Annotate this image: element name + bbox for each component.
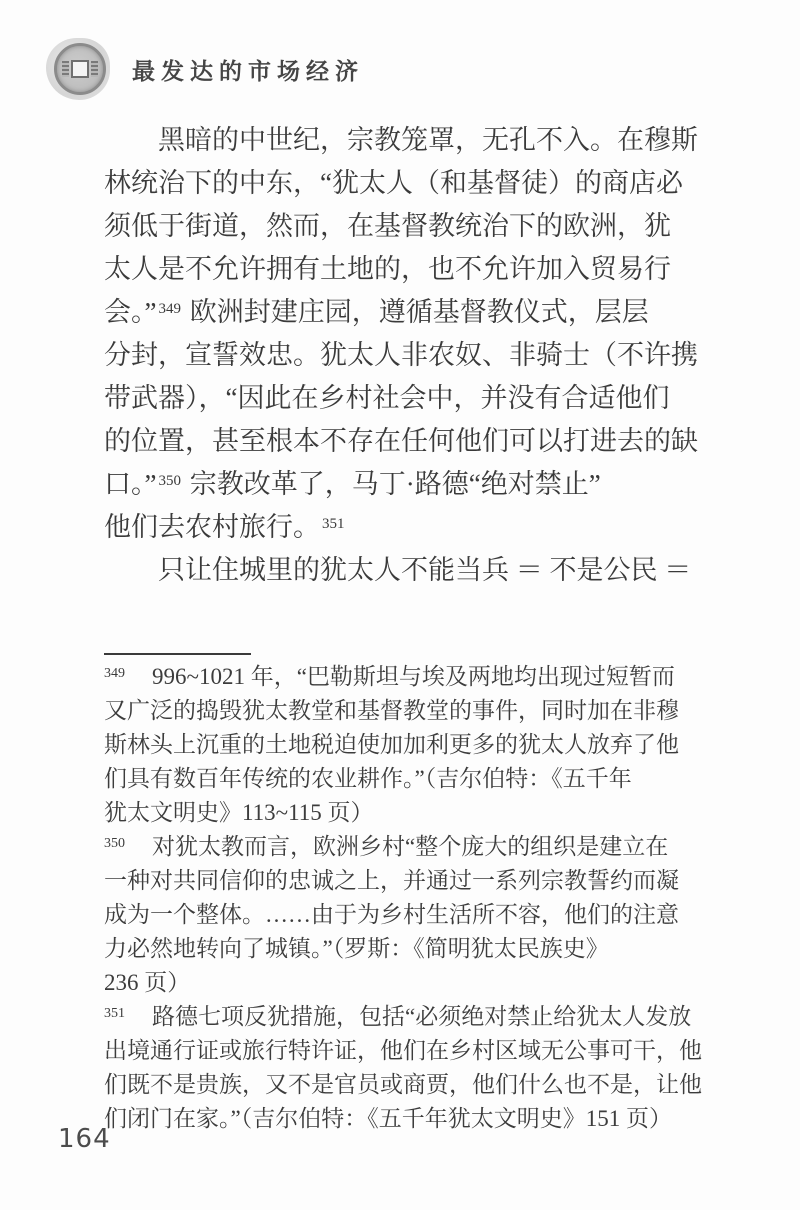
text-line: 口。” $^{350}$ 宗教改革了，马丁·路德“绝对禁止” xyxy=(104,469,601,499)
coin-logo-icon xyxy=(46,36,110,102)
text-line: 只让住城里的犹太人不能当兵 ＝ 不是公民 ＝ xyxy=(158,555,692,585)
text-line: $^{350}$ 对犹太教而言，欧洲乡村“整个庞大的组织是建立在 xyxy=(104,834,669,859)
paragraph xyxy=(104,549,704,592)
text-line: 们既不是贵族，又不是官员或商贾，他们什么也不是，让他 xyxy=(104,1072,702,1097)
text-line: 他们去农村旅行。 $^{351}$ xyxy=(104,512,345,542)
coin-square-hole xyxy=(71,60,89,78)
coin-body xyxy=(54,43,106,95)
text-line: $^{351}$ 路德七项反犹措施，包括“必须绝对禁止给犹太人发放 xyxy=(104,1004,692,1029)
running-head-title: 最发达的市场经济 xyxy=(132,58,364,84)
footnote-ref: 350 xyxy=(158,472,181,489)
footnotes xyxy=(104,660,729,1136)
text-line: 的位置，甚至根本不存在任何他们可以打进去的缺 xyxy=(104,426,698,456)
text-line: 出境通行证或旅行特许证，他们在乡村区域无公事可干，他 xyxy=(104,1038,702,1063)
footnote-ref: 350 xyxy=(104,836,125,851)
text-line: 分封，宣誓效忠。犹太人非农奴、非骑士（不许携 xyxy=(104,340,698,370)
text-line: 又广泛的捣毁犹太教堂和基督教堂的事件，同时加在非穆 xyxy=(104,698,679,723)
footnote-ref: 349 xyxy=(104,666,125,681)
text-line: 须低于街道，然而，在基督教统治下的欧洲，犹 xyxy=(104,211,671,241)
paragraph xyxy=(104,119,704,549)
text-line: 成为一个整体。……由于为乡村生活所不容，他们的注意 xyxy=(104,902,679,927)
text-line: $^{349}$ 996~1021 年，“巴勒斯坦与埃及两地均出现过短暂而 xyxy=(104,664,675,689)
text-line: 黑暗的中世纪，宗教笼罩，无孔不入。在穆斯 xyxy=(158,125,698,155)
text-line: 斯林头上沉重的土地税迫使加加利更多的犹太人放弃了他 xyxy=(104,732,679,757)
footnote-ref: 351 xyxy=(104,1006,125,1021)
body-text xyxy=(104,119,704,592)
text-line: 带武器），“因此在乡村社会中，并没有合适他们 xyxy=(104,383,670,413)
text-line: 太人是不允许拥有土地的，也不允许加入贸易行 xyxy=(104,254,671,284)
text-line: 犹太文明史》113~115 页） xyxy=(104,800,374,825)
text-line: 会。” $^{349}$ 欧洲封建庄园，遵循基督教仪式，层层 xyxy=(104,297,649,327)
text-line: 力必然地转向了城镇。”（罗斯：《简明犹太民族史》 xyxy=(104,936,609,961)
footnote-349 xyxy=(104,660,729,830)
footnote-ref: 351 xyxy=(322,515,345,532)
page-header xyxy=(46,36,364,102)
text-line: 们具有数百年传统的农业耕作。”（吉尔伯特：《五千年 xyxy=(104,766,632,791)
coin-inscription-left xyxy=(62,61,69,77)
text-line: 236 页） xyxy=(104,970,191,995)
footnote-separator xyxy=(104,653,251,655)
coin-inscription-right xyxy=(91,61,98,77)
footnote-350 xyxy=(104,830,729,1000)
text-line: 们闭门在家。”（吉尔伯特：《五千年犹太文明史》151 页） xyxy=(104,1106,672,1131)
text-line: 一种对共同信仰的忠诚之上，并通过一系列宗教誓约而凝 xyxy=(104,868,679,893)
text-line: 林统治下的中东，“犹太人（和基督徒）的商店必 xyxy=(104,168,683,198)
page-number: 164 xyxy=(58,1124,111,1154)
footnote-ref: 349 xyxy=(158,300,181,317)
footnote-351 xyxy=(104,1000,729,1136)
